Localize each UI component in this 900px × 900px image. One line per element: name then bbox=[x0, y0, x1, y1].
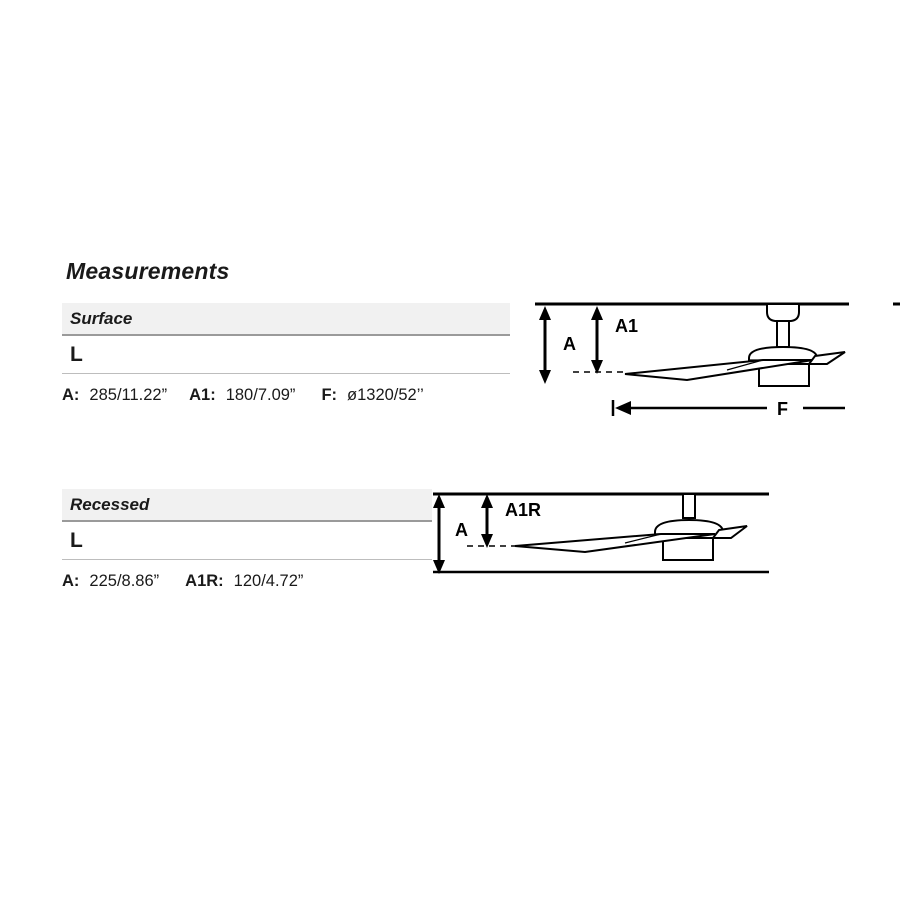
section-header-recessed bbox=[62, 489, 432, 522]
dimension-key-f: F: bbox=[321, 386, 338, 404]
page-title: Measurements bbox=[66, 258, 230, 284]
label-a: A bbox=[563, 334, 576, 354]
section-header-label: Surface bbox=[70, 308, 133, 328]
dimension-arrow-a1r bbox=[481, 494, 493, 548]
surface-fan-diagram bbox=[527, 290, 900, 450]
section-surface bbox=[62, 303, 510, 405]
downrod bbox=[777, 321, 789, 347]
dimension-arrow-a bbox=[539, 306, 551, 384]
dimension-value-a1: 180/7.09” bbox=[225, 386, 296, 404]
dimension-value-f: ø1320/52’’ bbox=[347, 386, 424, 404]
label-f: F bbox=[777, 399, 788, 419]
row-letter-recessed bbox=[62, 522, 432, 560]
dimension-key-a: A: bbox=[62, 386, 80, 404]
dimension-value-a: 225/8.86” bbox=[89, 572, 160, 590]
ceiling-line-continuation bbox=[893, 290, 900, 350]
dimension-list-recessed bbox=[62, 560, 432, 591]
label-a: A bbox=[455, 520, 468, 540]
dimension-arrow-a bbox=[433, 494, 445, 574]
dimension-arrow-a1 bbox=[591, 306, 603, 374]
section-recessed bbox=[62, 489, 432, 591]
dimension-arrow-f bbox=[613, 400, 845, 416]
drawing-recessed-mount bbox=[425, 480, 795, 590]
section-header-surface bbox=[62, 303, 510, 336]
dimension-key-a1: A1: bbox=[189, 386, 216, 404]
downrod bbox=[683, 494, 695, 518]
fan-canopy bbox=[767, 304, 799, 347]
row-letter-label: L bbox=[70, 342, 83, 366]
dimension-value-a: 285/11.22” bbox=[89, 386, 168, 404]
recessed-fan-diagram bbox=[425, 480, 795, 590]
row-letter-surface bbox=[62, 336, 510, 374]
section-header-label: Recessed bbox=[70, 494, 150, 514]
dimension-key-a: A: bbox=[62, 572, 80, 590]
dimension-list-surface bbox=[62, 374, 510, 405]
dimension-value-a1r: 120/4.72” bbox=[233, 572, 304, 590]
label-a1: A1 bbox=[615, 316, 639, 336]
drawing-surface-mount bbox=[527, 290, 900, 450]
row-letter-label: L bbox=[70, 528, 83, 552]
label-a1r: A1R bbox=[505, 500, 542, 520]
dimension-key-a1r: A1R: bbox=[185, 572, 224, 590]
